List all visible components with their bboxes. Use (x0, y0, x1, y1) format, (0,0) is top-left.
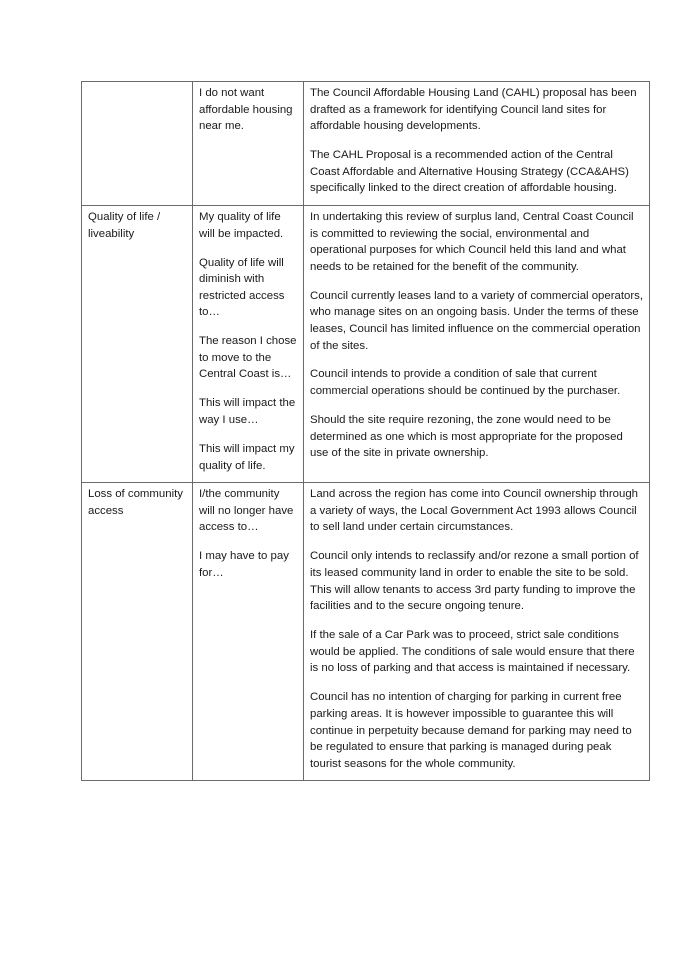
concern-text: Quality of life will diminish with restricted access to… (199, 256, 285, 319)
response-paragraph: Council currently leases land to a variety of commercial operators, who manage sites on an ongoing basis. Under the terms of these leases, Council has limited influence on the commercial operation of the sites. (310, 289, 644, 352)
concern-cell (193, 483, 304, 781)
table-row (82, 483, 650, 781)
response-cell (304, 483, 650, 781)
table-row (82, 205, 650, 482)
concern-text: The reason I chose to move to the Central Coast is… (199, 335, 297, 381)
response-paragraph: Council has no intention of charging for parking in current free parking areas. It is however impossible to guarantee this will continue in perpetuity because demand for parking may need to be regulated to ensure that parking is managed during peak tourist seasons for the whole community. (310, 691, 632, 770)
response-paragraph: Land across the region has come into Council ownership through a variety of ways, the Local Government Act 1993 allows Council to sell land under certain circumstances. (310, 488, 638, 534)
issue-cell (82, 82, 193, 206)
response-paragraph: Council intends to provide a condition of sale that current commercial operations should be continued by the purchaser. (310, 368, 621, 398)
issue-text: Loss of community access (88, 488, 183, 517)
concern-text: My quality of life will be impacted. (199, 210, 284, 240)
response-paragraph: In undertaking this review of surplus land, Central Coast Council is committed to reviewing the social, environmental and operational purposes for which Council held this land and what needs to be retained for the benefit of the community. (310, 210, 634, 273)
concern-text: This will impact the way I use… (199, 397, 296, 427)
concern-text: I/the community will no longer have access to… (199, 488, 294, 534)
concern-cell (193, 205, 304, 482)
response-paragraph: Should the site require rezoning, the zone would need to be determined as one which is most appropriate for the proposed use of the site in private ownership. (310, 414, 623, 460)
concern-text: This will impact my quality of life. (199, 443, 295, 472)
issue-cell (82, 483, 193, 781)
response-paragraph: The CAHL Proposal is a recommended action of the Central Coast Affordable and Alternative Housing Strategy (CCA&AHS) specifically linked to the direct creation of affordable housing. (310, 149, 629, 195)
concern-cell (193, 82, 304, 206)
issue-cell (82, 205, 193, 482)
issues-response-table (81, 81, 650, 781)
concern-text: I may have to pay for… (199, 550, 289, 579)
concern-text: I do not want affordable housing near me. (199, 87, 293, 133)
response-cell (304, 82, 650, 206)
issue-text: Quality of life / liveability (88, 210, 161, 240)
response-paragraph: Council only intends to reclassify and/or rezone a small portion of its leased community land in order to enable the site to be sold. This will allow tenants to access 3rd party funding to improve the facilities and to the secure ongoing tenure. (310, 550, 639, 613)
response-cell (304, 205, 650, 482)
response-paragraph: The Council Affordable Housing Land (CAHL) proposal has been drafted as a framework for identifying Council land sites for affordable housing developments. (310, 87, 637, 133)
table-row (82, 82, 650, 206)
response-paragraph: If the sale of a Car Park was to proceed, strict sale conditions would be applied. The conditions of sale would ensure that there is no loss of parking and that access is maintained if necessary. (310, 629, 635, 675)
